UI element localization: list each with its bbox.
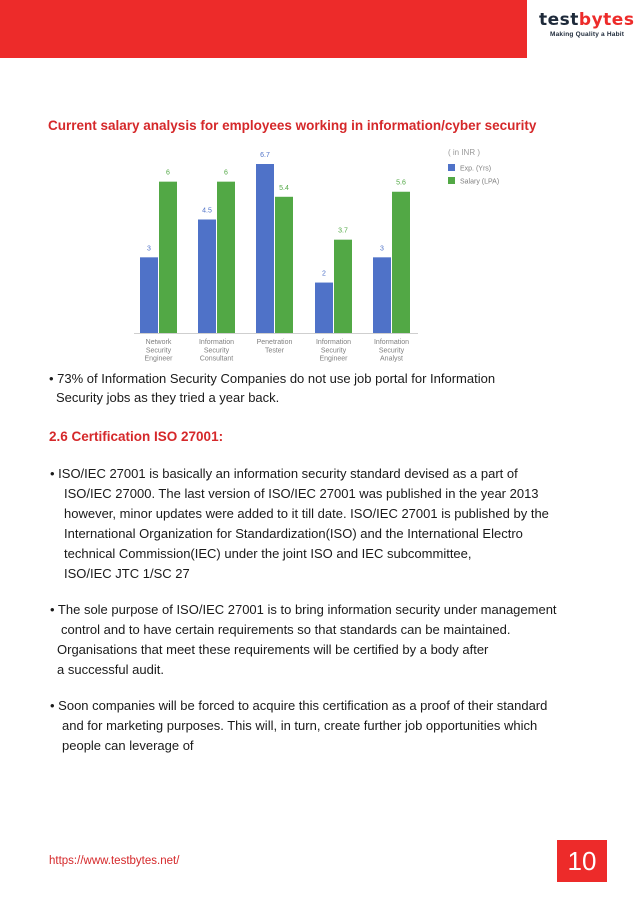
data-label-salary-1: 6 — [224, 169, 228, 177]
bullet-1-line-2: Security jobs as they tried a year back. — [56, 390, 280, 405]
chart-unit-note: ( in INR ) — [448, 148, 480, 157]
bar-salary-1 — [217, 182, 235, 333]
category-label-1-0: Information — [198, 339, 235, 346]
data-label-exp-1: 4.5 — [202, 207, 212, 215]
bar-salary-4 — [392, 192, 410, 333]
data-label-salary-0: 6 — [166, 169, 170, 177]
bullet-4-line-1: • Soon companies will be forced to acquire this certification as a proof of their standard — [50, 698, 548, 713]
category-label-2-1: Tester — [264, 347, 285, 355]
bullet-3-line-2: control and to have certain requirements so that standards can be maintained. — [61, 622, 511, 637]
category-label-0-2: Engineer — [144, 355, 173, 363]
bullet-2-line-5: technical Commission(IEC) under the joint ISO and IEC subcommittee, — [64, 546, 472, 561]
category-label-4-0: Information — [373, 339, 410, 346]
bullet-2-line-4: International Organization for Standardization(ISO) and the International Electro — [64, 526, 523, 541]
bar-salary-3 — [334, 240, 352, 333]
legend-swatch-1 — [448, 177, 455, 184]
data-label-salary-4: 5.6 — [396, 179, 406, 187]
bullet-4-line-2: and for marketing purposes. This will, in turn, create further job opportunities which — [62, 718, 538, 733]
logo-part2: bytes — [578, 10, 635, 30]
bullet-4-line-3: people can leverage of — [62, 738, 194, 753]
category-label-4-1: Security — [378, 347, 405, 355]
bullet-3-line-3: Organisations that meet these requirements will be certified by a body after — [57, 642, 489, 657]
category-label-1-1: Security — [203, 347, 230, 355]
section-title: 2.6 Certification ISO 27001: — [49, 429, 224, 444]
bar-exp-0 — [140, 257, 158, 333]
legend-label-0: Exp. (Yrs) — [460, 165, 492, 173]
category-label-1-2: Consultant — [199, 355, 234, 363]
bullet-2-line-1: • ISO/IEC 27001 is basically an information security standard devised as a part of — [50, 466, 518, 481]
bullet-1-line-1: • 73% of Information Security Companies do not use job portal for Information — [49, 371, 496, 386]
bullet-2-line-2: ISO/IEC 27000. The last version of ISO/IEC 27001 was published in the year 2013 — [64, 486, 539, 501]
category-label-0-0: Network — [145, 339, 172, 346]
data-label-exp-2: 6.7 — [260, 152, 270, 159]
footer-url[interactable]: https://www.testbytes.net/ — [49, 855, 180, 867]
bar-exp-3 — [315, 283, 333, 333]
legend-swatch-0 — [448, 164, 455, 171]
bullet-3-line-4: a successful audit. — [57, 662, 164, 677]
category-label-0-1: Security — [145, 347, 172, 355]
logo-part1: test — [539, 10, 579, 30]
bullet-2-line-3: however, minor updates were added to it till date. ISO/IEC 27001 is published by the — [64, 506, 549, 521]
section-heading: Current salary analysis for employees working in information/cyber security — [48, 118, 537, 133]
data-label-exp-4: 3 — [380, 245, 384, 253]
bullet-2-line-6: ISO/IEC JTC 1/SC 27 — [64, 566, 190, 581]
legend-label-1: Salary (LPA) — [460, 178, 500, 186]
bar-exp-2 — [256, 164, 274, 333]
bar-exp-4 — [373, 257, 391, 333]
logo-tagline: Making Quality a Habit — [550, 31, 625, 38]
bar-salary-2 — [275, 197, 293, 333]
data-label-exp-0: 3 — [147, 245, 151, 253]
category-label-3-2: Engineer — [319, 355, 348, 363]
page-number: 10 — [557, 840, 607, 882]
bar-exp-1 — [198, 219, 216, 333]
bullet-3-line-1: • The sole purpose of ISO/IEC 27001 is to bring information security under management — [50, 602, 557, 617]
data-label-salary-3: 3.7 — [338, 227, 348, 235]
category-label-4-2: Analyst — [380, 355, 403, 363]
category-label-3-1: Security — [320, 347, 347, 355]
category-label-2-0: Penetration — [256, 339, 293, 346]
category-label-3-0: Information — [315, 339, 352, 346]
data-label-salary-2: 5.4 — [279, 184, 289, 192]
bar-salary-0 — [159, 182, 177, 333]
data-label-exp-3: 2 — [322, 270, 326, 278]
